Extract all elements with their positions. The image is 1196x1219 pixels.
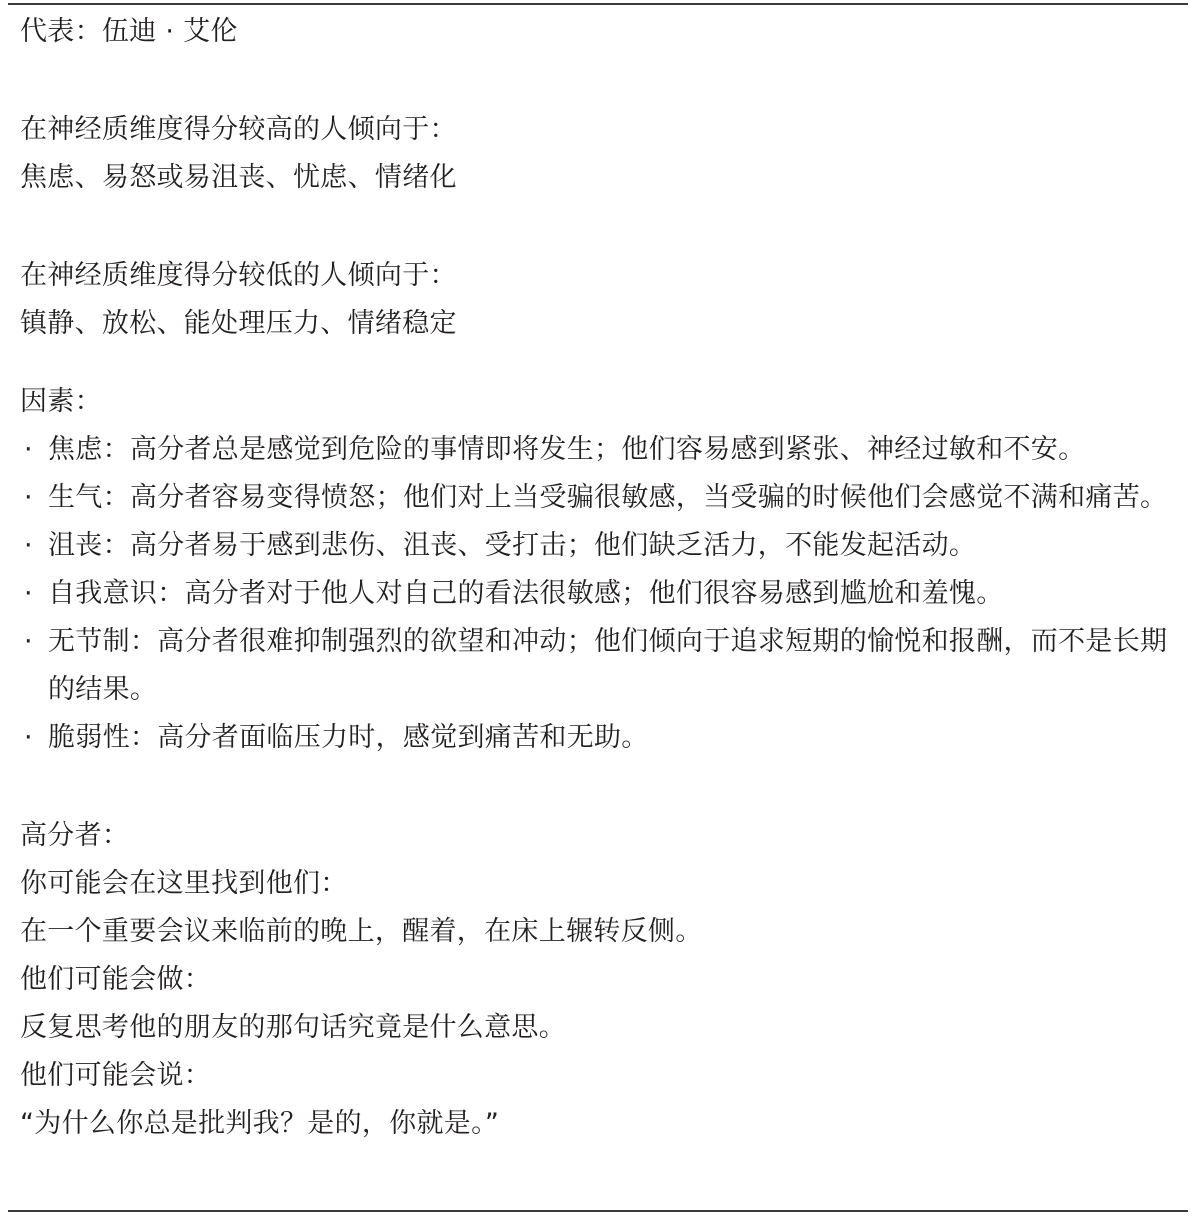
might-do-text: 反复思考他的朋友的那句话究竟是什么意思。 bbox=[20, 1012, 566, 1043]
low-score-traits: 镇静、放松、能处理压力、情绪稳定 bbox=[20, 308, 457, 339]
find-them-label: 你可能会在这里找到他们： bbox=[20, 868, 348, 899]
might-say-text: “为什么你总是批判我？是的，你就是。” bbox=[20, 1108, 500, 1139]
factor-text: 生气：高分者容易变得愤怒；他们对上当受骗很敏感，当受骗的时候他们会感觉不满和痛苦。 bbox=[48, 482, 1168, 513]
factor-item-anxiety bbox=[20, 426, 1188, 474]
bullet-dot: · bbox=[24, 722, 33, 753]
top-rule bbox=[8, 3, 1188, 5]
factor-text: 脆弱性：高分者面临压力时，感觉到痛苦和无助。 bbox=[48, 722, 649, 753]
high-scorers-header: 高分者： bbox=[20, 820, 130, 851]
low-score-header: 在神经质维度得分较低的人倾向于： bbox=[20, 260, 457, 291]
bullet-dot: · bbox=[24, 434, 33, 465]
representative-line: 代表：伍迪 · 艾伦 bbox=[20, 16, 238, 47]
bullet-dot: · bbox=[24, 626, 33, 657]
factor-item-self-consciousness bbox=[20, 570, 1188, 618]
factor-item-vulnerability bbox=[20, 714, 1188, 762]
high-score-header: 在神经质维度得分较高的人倾向于： bbox=[20, 114, 457, 145]
bottom-rule bbox=[8, 1210, 1188, 1212]
factor-text: 无节制：高分者很难抑制强烈的欲望和冲动；他们倾向于追求短期的愉悦和报酬，而不是长期的结果。 bbox=[48, 626, 1168, 705]
high-score-traits: 焦虑、易怒或易沮丧、忧虑、情绪化 bbox=[20, 162, 457, 193]
bullet-dot: · bbox=[24, 482, 33, 513]
bullet-dot: · bbox=[24, 530, 33, 561]
factor-text: 焦虑：高分者总是感觉到危险的事情即将发生；他们容易感到紧张、神经过敏和不安。 bbox=[48, 434, 1086, 465]
factor-text: 沮丧：高分者易于感到悲伤、沮丧、受打击；他们缺乏活力，不能发起活动。 bbox=[48, 530, 977, 561]
factor-item-depression bbox=[20, 522, 1188, 570]
factor-item-anger bbox=[20, 474, 1188, 522]
document-body bbox=[20, 8, 1188, 1148]
bullet-dot: · bbox=[24, 578, 33, 609]
might-do-label: 他们可能会做： bbox=[20, 964, 212, 995]
might-say-label: 他们可能会说： bbox=[20, 1060, 212, 1091]
factors-header: 因素： bbox=[20, 386, 102, 417]
find-them-text: 在一个重要会议来临前的晚上，醒着，在床上辗转反侧。 bbox=[20, 916, 703, 947]
factor-item-immoderation bbox=[20, 618, 1188, 714]
factor-text: 自我意识：高分者对于他人对自己的看法很敏感；他们很容易感到尴尬和羞愧。 bbox=[48, 578, 1004, 609]
